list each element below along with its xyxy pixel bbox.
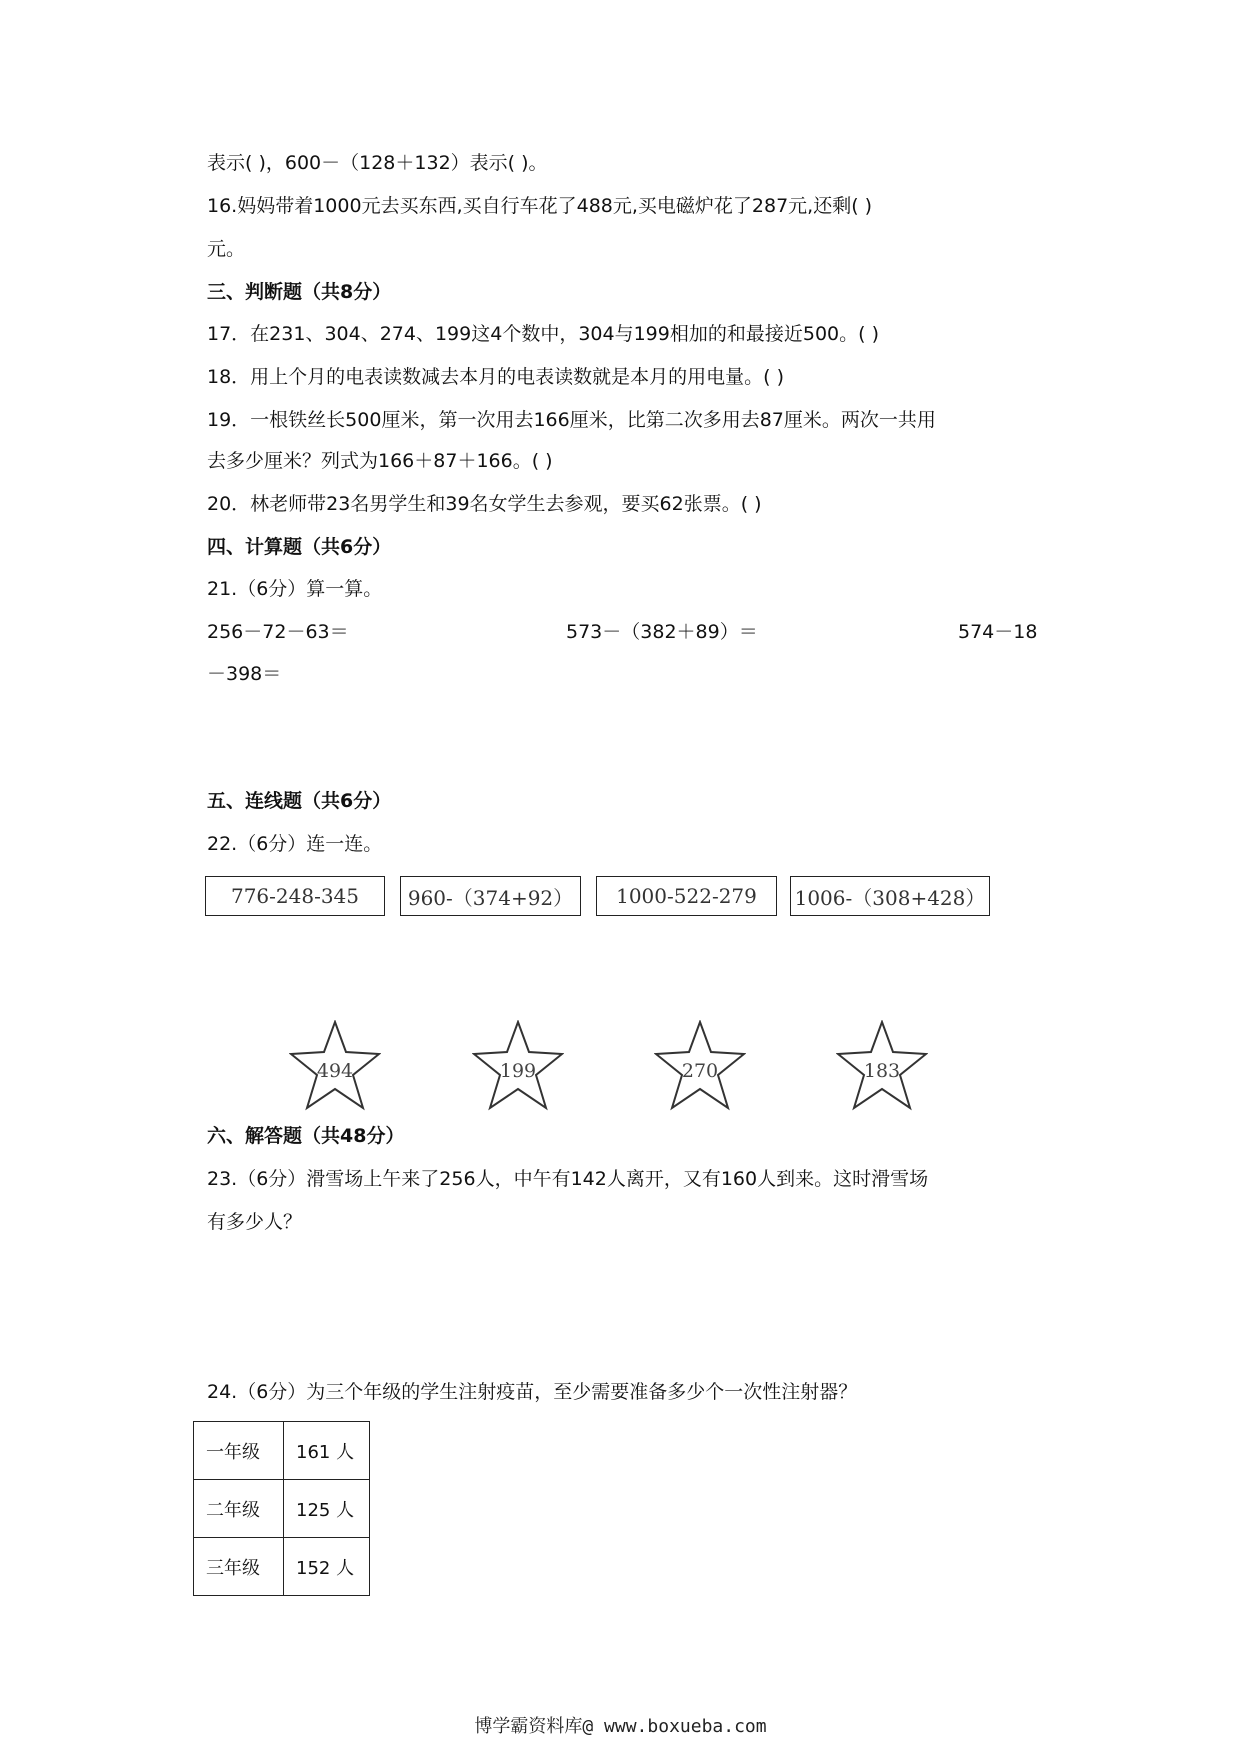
grade-cell: 二年级 xyxy=(194,1480,284,1538)
star-value: 494 xyxy=(316,1060,354,1082)
section-3-heading: 三、判断题（共8分） xyxy=(207,281,392,303)
count-cell: 161 人 xyxy=(284,1422,370,1480)
table-row xyxy=(194,1538,370,1596)
section-5-heading: 五、连线题（共6分） xyxy=(207,790,392,812)
expression-box-1[interactable]: 776-248-345 xyxy=(205,876,385,916)
count-cell: 152 人 xyxy=(284,1538,370,1596)
question-19-line-2: 去多少厘米？列式为166＋87＋166。( ) xyxy=(207,450,553,472)
grade-cell: 一年级 xyxy=(194,1422,284,1480)
question-16-line-2: 元。 xyxy=(207,238,246,260)
star-value: 183 xyxy=(863,1060,901,1082)
page-footer-watermark: 博学霸资料库@ www.boxueba.com xyxy=(474,1716,767,1737)
star-494[interactable] xyxy=(289,1020,381,1112)
expression-box-3[interactable]: 1000-522-279 xyxy=(596,876,777,916)
question-23-line-1: 23.（6分）滑雪场上午来了256人，中午有142人离开，又有160人到来。这时滑雪场 xyxy=(207,1168,929,1190)
star-value: 270 xyxy=(681,1060,719,1082)
calc-expression-3-part-1: 574－18 xyxy=(958,621,1038,643)
question-17: 17．在231、304、274、199这4个数中，304与199相加的和最接近500。( ) xyxy=(207,323,879,345)
table-row xyxy=(194,1422,370,1480)
line-15-tail: 表示( )，600－（128＋132）表示( )。 xyxy=(207,152,548,174)
question-20: 20．林老师带23名男学生和39名女学生去参观，要买62张票。( ) xyxy=(207,493,762,515)
calc-expression-2: 573－（382＋89）＝ xyxy=(566,621,758,643)
question-23-line-2: 有多少人？ xyxy=(207,1211,303,1233)
grade-count-table xyxy=(193,1421,370,1596)
star-value: 199 xyxy=(499,1060,537,1082)
expression-box-2[interactable]: 960-（374+92） xyxy=(400,876,581,916)
star-199[interactable] xyxy=(472,1020,564,1112)
count-cell: 125 人 xyxy=(284,1480,370,1538)
question-16-line-1: 16.妈妈带着1000元去买东西,买自行车花了488元,买电磁炉花了287元,还剩( ) xyxy=(207,195,873,217)
star-270[interactable] xyxy=(654,1020,746,1112)
star-183[interactable] xyxy=(836,1020,928,1112)
question-21: 21.（6分）算一算。 xyxy=(207,578,383,600)
question-19-line-1: 19．一根铁丝长500厘米，第一次用去166厘米，比第二次多用去87厘米。两次一共用 xyxy=(207,409,936,431)
question-22: 22.（6分）连一连。 xyxy=(207,833,383,855)
calc-expression-1: 256－72－63＝ xyxy=(207,621,349,643)
table-row xyxy=(194,1480,370,1538)
question-18: 18．用上个月的电表读数减去本月的电表读数就是本月的用电量。( ) xyxy=(207,366,785,388)
grade-cell: 三年级 xyxy=(194,1538,284,1596)
calc-expression-3-part-2: －398＝ xyxy=(207,663,282,685)
question-24: 24.（6分）为三个年级的学生注射疫苗，至少需要准备多少个一次性注射器？ xyxy=(207,1381,858,1403)
section-4-heading: 四、计算题（共6分） xyxy=(207,536,392,558)
expression-box-4[interactable]: 1006-（308+428） xyxy=(790,876,990,916)
section-6-heading: 六、解答题（共48分） xyxy=(207,1125,405,1147)
